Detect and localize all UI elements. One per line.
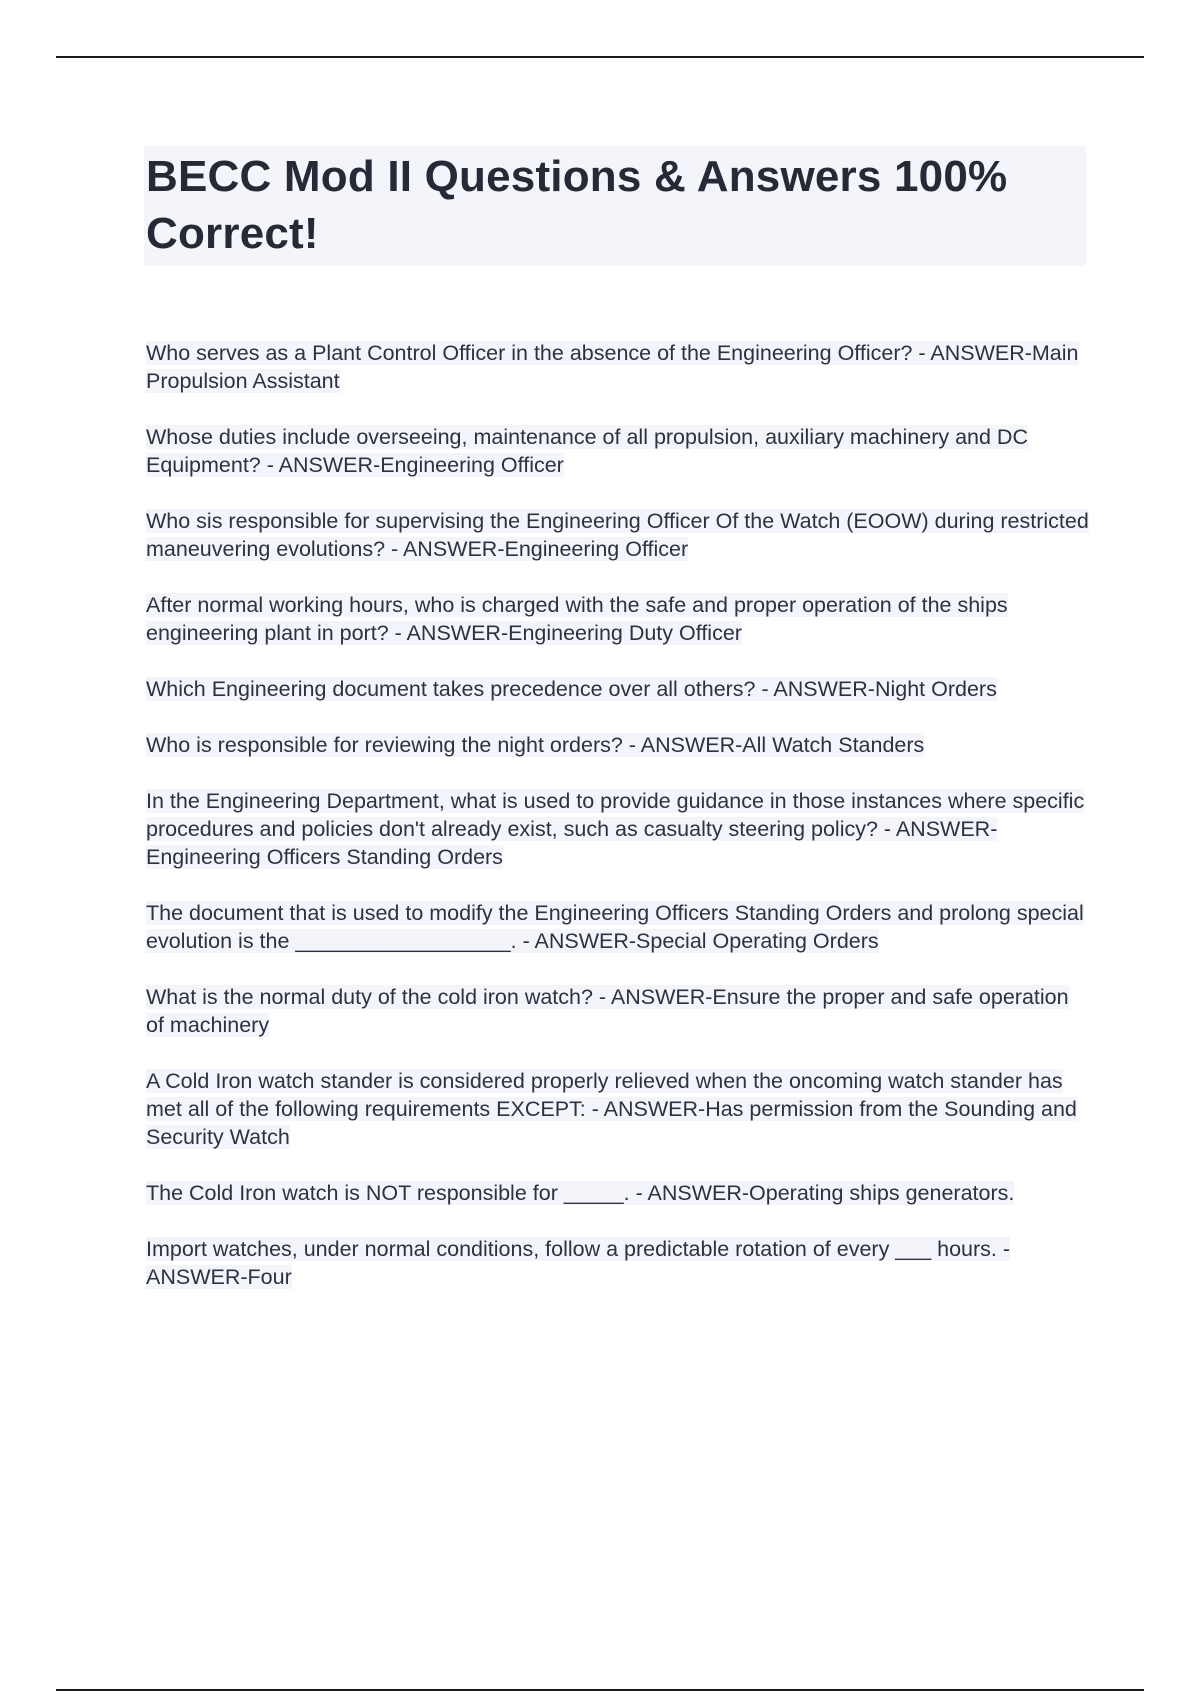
qa-item <box>146 983 1091 1039</box>
qa-text: A Cold Iron watch stander is considered properly relieved when the oncoming watch stander has met all of the following requirements EXCEPT: - ANSWER-Has permission from the Sounding and Security Watch <box>146 1069 1077 1149</box>
title-block <box>144 146 1086 266</box>
qa-text: In the Engineering Department, what is used to provide guidance in those instances where specific procedures and policies don't already exist, such as casualty steering policy? - ANSWER-Engineering Officers Standing Orders <box>146 789 1085 869</box>
document-title: BECC Mod II Questions & Answers 100% Correct! <box>146 152 1008 258</box>
qa-text: Who sis responsible for supervising the Engineering Officer Of the Watch (EOOW) during restricted maneuvering evolutions? - ANSWER-Engineering Officer <box>146 509 1089 561</box>
qa-item <box>146 675 1091 703</box>
qa-item <box>146 1067 1091 1151</box>
qa-text: The document that is used to modify the Engineering Officers Standing Orders and prolong special evolution is the __________________. - ANSWER-Special Operating Orders <box>146 901 1084 953</box>
qa-item <box>146 731 1091 759</box>
qa-item <box>146 591 1091 647</box>
qa-item <box>146 339 1091 395</box>
bottom-rule <box>56 1689 1144 1691</box>
qa-text: What is the normal duty of the cold iron watch? - ANSWER-Ensure the proper and safe operation of machinery <box>146 985 1069 1037</box>
qa-item <box>146 1179 1091 1207</box>
qa-item <box>146 899 1091 955</box>
qa-text: Which Engineering document takes precedence over all others? - ANSWER-Night Orders <box>146 677 997 701</box>
qa-text: The Cold Iron watch is NOT responsible for _____. - ANSWER-Operating ships generators. <box>146 1181 1015 1205</box>
qa-item <box>146 507 1091 563</box>
qa-item <box>146 787 1091 871</box>
qa-text: After normal working hours, who is charged with the safe and proper operation of the ships engineering plant in port? - ANSWER-Engineering Duty Officer <box>146 593 1008 645</box>
qa-text: Who is responsible for reviewing the night orders? - ANSWER-All Watch Standers <box>146 733 925 757</box>
qa-text: Who serves as a Plant Control Officer in the absence of the Engineering Officer? - ANSWER-Main Propulsion Assistant <box>146 341 1079 393</box>
qa-list <box>146 339 1091 1319</box>
top-rule <box>56 56 1144 58</box>
qa-item <box>146 1235 1091 1291</box>
qa-item <box>146 423 1091 479</box>
qa-text: Import watches, under normal conditions, follow a predictable rotation of every ___ hours. - ANSWER-Four <box>146 1237 1011 1289</box>
qa-text: Whose duties include overseeing, maintenance of all propulsion, auxiliary machinery and DC Equipment? - ANSWER-Engineering Officer <box>146 425 1028 477</box>
